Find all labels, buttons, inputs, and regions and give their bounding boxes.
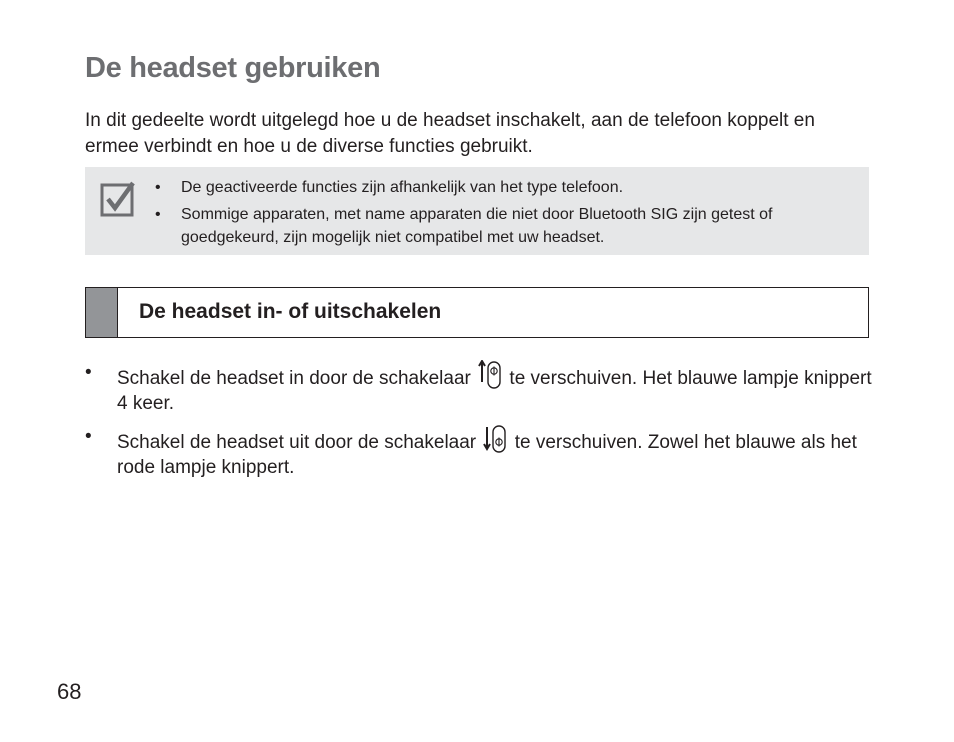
bullet: • (85, 426, 92, 447)
instruction-item (85, 360, 875, 416)
power-switch-down-icon (483, 424, 507, 454)
page-number: 68 (57, 679, 82, 704)
note-item-text: De geactiveerde functies zijn afhankelijk van het type telefoon. (181, 179, 624, 196)
section-title: De headset in- of uitschakelen (139, 300, 442, 323)
section-tab (86, 288, 118, 337)
note-list (155, 176, 855, 253)
section-header (85, 287, 869, 338)
note-item (155, 176, 855, 199)
instruction-text-after: te verschuiven. Het blauwe lampje knippert 4 keer. (117, 368, 872, 414)
checkbox-check-icon (100, 181, 136, 217)
power-switch-up-icon (478, 360, 502, 390)
instruction-text-after: te verschuiven. Zowel het blauwe als het rode lampje knippert. (117, 432, 857, 478)
instruction-list (85, 360, 875, 488)
note-item (155, 203, 855, 249)
note-item-text: Sommige apparaten, met name apparaten die niet door Bluetooth SIG zijn getest of goedgekeurd, zijn mogelijk niet compatibel met uw headset. (181, 206, 773, 246)
intro-paragraph: In dit gedeelte wordt uitgelegd hoe u de headset inschakelt, aan de telefoon koppelt en ermee verbindt en hoe u de diverse functies gebruikt. (85, 110, 815, 157)
page-title: De headset gebruiken (85, 52, 381, 84)
note-box (85, 167, 869, 255)
bullet: • (155, 206, 161, 223)
instruction-item (85, 424, 875, 480)
instruction-text-before: Schakel de headset in door de schakelaar (117, 368, 471, 389)
bullet: • (85, 362, 92, 383)
bullet: • (155, 179, 161, 196)
instruction-text-before: Schakel de headset uit door de schakelaar (117, 432, 477, 453)
